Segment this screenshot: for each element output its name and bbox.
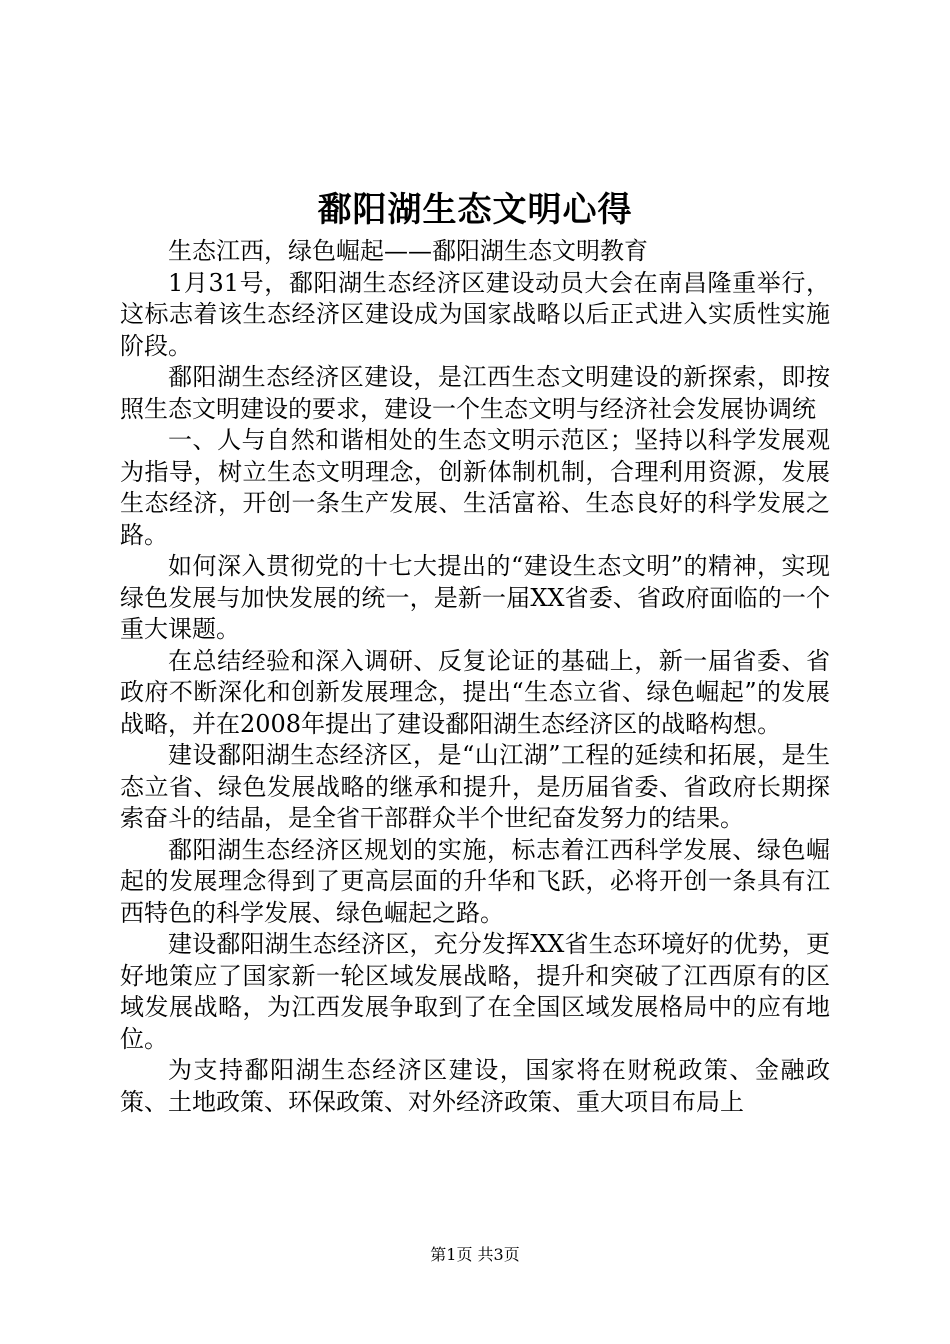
paragraph: 为支持鄱阳湖生态经济区建设，国家将在财税政策、金融政策、土地政策、环保政策、对外经济政策、重大项目布局上 [120, 1056, 830, 1116]
paragraph: 一、人与自然和谐相处的生态文明示范区；坚持以科学发展观为指导，树立生态文明理念，创新体制机制，合理利用资源，发展生态经济，开创一条生产发展、生活富裕、生态良好的科学发展之路。 [120, 426, 830, 549]
paragraph: 建设鄱阳湖生态经济区，是“山江湖”工程的延续和拓展，是生态立省、绿色发展战略的继承和提升，是历届省委、省政府长期探索奋斗的结晶，是全省干部群众半个世纪奋发努力的结果。 [120, 741, 830, 832]
page-footer: 第1页 共3页 [430, 1245, 520, 1264]
paragraph: 1月31号，鄱阳湖生态经济区建设动员大会在南昌隆重举行，这标志着该生态经济区建设成为国家战略以后正式进入实质性实施阶段。 [120, 268, 830, 360]
document-title: 鄱阳湖生态文明心得 [317, 190, 633, 230]
paragraph: 鄱阳湖生态经济区建设，是江西生态文明建设的新探索，即按照生态文明建设的要求，建设一个生态文明与经济社会发展协调统 [120, 363, 830, 423]
document-body [120, 236, 830, 1118]
paragraph: 建设鄱阳湖生态经济区，充分发挥XX省生态环境好的优势，更好地策应了国家新一轮区域发展战略，提升和突破了江西原有的区域发展战略，为江西发展争取到了在全国区域发展格局中的应有地位。 [120, 930, 830, 1053]
paragraph: 在总结经验和深入调研、反复论证的基础上，新一届省委、省政府不断深化和创新发展理念，提出“生态立省、绿色崛起”的发展战略，并在2008年提出了建设鄱阳湖生态经济区的战略构想。 [120, 646, 830, 738]
paragraph-subtitle: 生态江西，绿色崛起——鄱阳湖生态文明教育 [168, 237, 648, 265]
paragraph: 鄱阳湖生态经济区规划的实施，标志着江西科学发展、绿色崛起的发展理念得到了更高层面的升华和飞跃，必将开创一条具有江西特色的科学发展、绿色崛起之路。 [120, 835, 830, 927]
paragraph: 如何深入贯彻党的十七大提出的“建设生态文明”的精神，实现绿色发展与加快发展的统一，是新一届XX省委、省政府面临的一个重大课题。 [120, 552, 830, 643]
